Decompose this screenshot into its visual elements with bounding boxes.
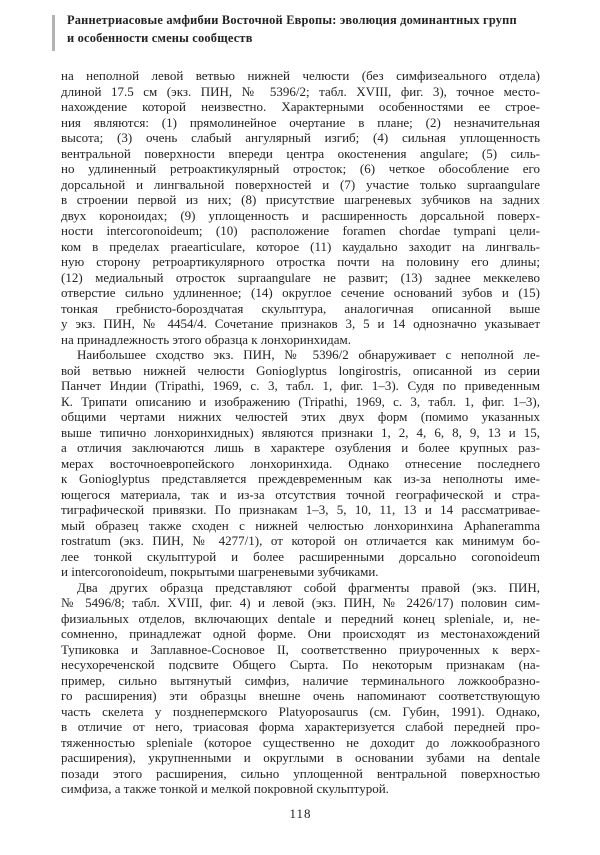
text-line: на неполной левой ветвью нижней челюсти (без симфизеального отдела) [61,68,540,83]
text-line: № 5496/8; табл. XVIII, фиг. 4) и левой (экз. ПИН, № 2426/17) половин сим- [61,595,540,610]
body-text [61,68,540,797]
text-line: пример, сильно вытянутый симфиз, наличие терминального ложкообразно- [61,672,540,688]
text-line: на принадлежность этого образца к лонхоринхидам. [61,331,351,347]
text-line: вентральной поверхности впереди центра окостенения angulare; (5) силь- [61,145,540,161]
text-line: тиграфической привязки. По признакам 1–3, 5, 10, 11, 13 и 14 рассматривае- [61,502,540,517]
text-line: ющегося материала, так и из-за отсутствия точной географической и стра- [61,486,540,502]
page-number: 118 [289,806,312,821]
paragraph [61,347,540,580]
text-line: нахождение которой неизвестно. Характерными особенностями ее строе- [61,99,540,114]
text-line: Два других образца представляют собой фрагменты правой (экз. ПИН, [77,579,540,595]
text-line: общими чертами нижних челюстей этих двух форм (помимо указанных [61,409,540,424]
text-line: ную сторону ретроартикулярного отростка почти на половину его длины; [61,254,540,269]
running-head-line2: и особенности смены сообществ [67,30,253,45]
text-line: и intercoronoideum, покрытыми шагреневыми зубчиками. [61,564,379,579]
text-line: тяженностью spleniale (которое существенно не доходит до ложкообразного [61,734,540,750]
text-line: в строении первой из них; (8) присутствие шагреневых зубчиков на задних [61,192,540,207]
paragraph [61,68,540,347]
text-line: у экз. ПИН, № 4454/4. Сочетание признаков 3, 5 и 14 однозначно указывает [61,316,540,331]
text-line: отверстие сильно удлиненное; (14) округлое сечение оснований зубов и (15) [61,285,540,300]
running-head-line1: Раннетриасовые амфибии Восточной Европы: эволюция доминантных групп [67,13,517,27]
text-line: ности intercoronoideum; (10) расположение foramen chordae tympani цели- [61,223,540,238]
text-line: симфиза, а также тонкой и мелкой покровной скульптурой. [61,781,389,796]
text-line: К. Трипати описанию и изображению (Tripathi, 1969, с. 3, табл. 1, фиг. 1–3), [61,393,540,409]
text-line: а отличия заключаются лишь в характере озубления и более крупных раз- [61,440,540,455]
text-line: го расширения) эти образцы внешне очень напоминают соответствующую [61,688,540,703]
text-line: Панчет Индии (Tripathi, 1969, с. 3, табл. 1, фиг. 1–3). Судя по приведенным [61,378,540,393]
text-line: мый образец также сходен с нижней челюстью лонхоринхина Aphaneramma [61,517,540,533]
text-line: ния являются: (1) прямолинейное очертание в плане; (2) незначительная [61,114,540,130]
text-line: вой ветвью нижней челюсти Gonioglyptus longirostris, описанной из серии [61,362,540,378]
text-line: расширения), укрупненными и округлыми в основании зубами на dentale [61,750,540,765]
text-line: в отличие от него, триасовая форма характеризуется слабой передней про- [61,719,540,734]
text-line: лее тонкой скульптурой и более расширенными дорсально coronoideum [61,548,540,564]
text-line: несухореченской подсвите Общего Сырта. По некоторым признакам (на- [61,657,540,672]
text-line: но удлиненный ретроактикулярный отросток; (6) четкое обособление его [61,161,540,176]
text-line: дорсальной и лингвальной поверхностей и (7) участие только supraangulare [61,176,540,192]
text-line: физиальных отделов, включающих dentale и передний конец spleniale, и, не- [61,610,540,626]
text-line: мерах восточноевропейского лонхоринхида. Однако отнесение последнего [61,455,540,471]
text-line: сомненно, принадлежат одной форме. Они происходят из местонахождений [61,626,540,641]
text-line: двух короноидах; (9) уплощенность и расширенность дорсальной поверх- [61,207,540,223]
text-line: длиной 17.5 см (экз. ПИН, № 5396/2; табл. XVIII, фиг. 3), точное место- [61,83,540,99]
running-head-bar [52,15,55,51]
text-line: Наибольшее сходство экз. ПИН, № 5396/2 обнаруживает с неполной ле- [77,347,540,362]
text-line: Тупиковка и Заплавное-Сосновое II, соответственно приуроченных к верх- [61,641,540,657]
text-line: (12) медиальный отросток supraangulare не развит; (13) заднее меккелево [61,269,540,285]
text-line: выше типично лонхоринхидных) являются признаки 1, 2, 4, 6, 8, 9, 13 и 15, [61,424,540,440]
text-line: высота; (3) очень слабый ангулярный изгиб; (4) сильная уплощенность [61,130,540,145]
running-head [67,12,557,47]
text-line: часть скелета у позднепермского Platyoposaurus (см. Губин, 1991). Однако, [61,703,540,719]
text-line: ком в пределах praearticulare, которое (11) каудально заходит на лингваль- [61,238,540,254]
paragraph [61,580,540,797]
text-line: тонкая гребнисто-бороздчатая скульптура, аналогичная описанной выше [61,300,540,316]
text-line: rostratum (экз. ПИН, № 4277/1), от которой он отличается как минимум бо- [61,533,540,548]
text-line: позади этого расширения, сильно уплощенной вентральной поверхностью [61,765,540,781]
text-line: к Gonioglyptus представляется преждевременным как из-за неполноты име- [61,471,540,486]
